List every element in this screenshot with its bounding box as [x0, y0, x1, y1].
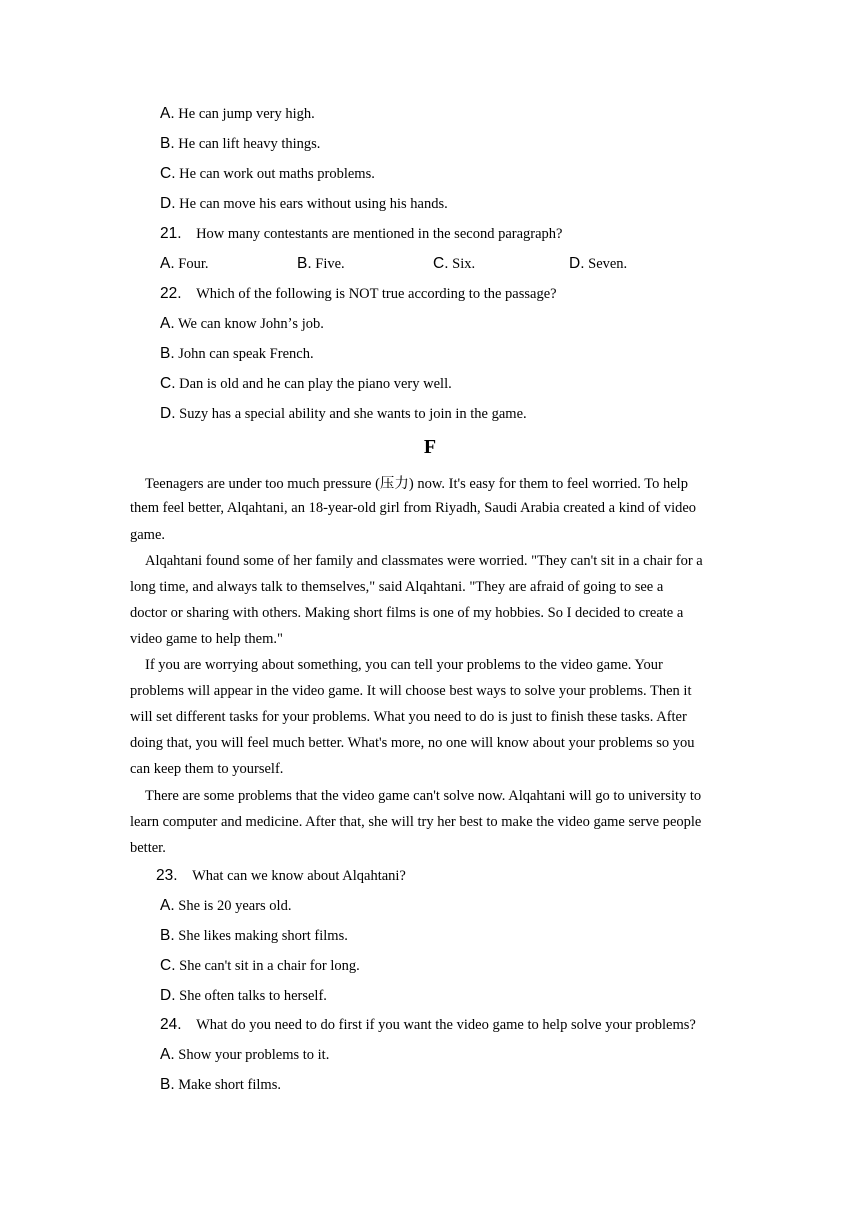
option-q20-c: C. He can work out maths problems. — [160, 165, 375, 182]
passage-line: video game to help them." — [130, 631, 283, 647]
passage-line: better. — [130, 840, 166, 856]
option-q23-b: B. She likes making short films. — [160, 927, 348, 944]
question-21: 21. How many contestants are mentioned in the second paragraph? — [160, 225, 563, 242]
option-q20-b: B. He can lift heavy things. — [160, 135, 321, 152]
passage-line: long time, and always talk to themselves," said Alqahtani. "They are afraid of going to see a — [130, 579, 664, 595]
section-heading: F — [423, 436, 437, 458]
option-q24-a: A. Show your problems to it. — [160, 1046, 330, 1063]
passage-line: learn computer and medicine. After that, she will try her best to make the video game serve people — [130, 814, 702, 830]
question-22: 22. Which of the following is NOT true according to the passage? — [160, 285, 557, 302]
passage-line: Alqahtani found some of her family and classmates were worried. "They can't sit in a chair for a — [145, 553, 703, 569]
passage-line: can keep them to yourself. — [130, 761, 284, 777]
passage-line: will set different tasks for your problems. What you need to do is just to finish these tasks. After — [130, 709, 687, 725]
option-q21-b: B. Five. — [297, 255, 345, 272]
passage-line: Teenagers are under too much pressure (压力) now. It's easy for them to feel worried. To help — [145, 476, 688, 492]
passage-line: doing that, you will feel much better. What's more, no one will know about your problems so you — [130, 735, 695, 751]
passage-line: If you are worrying about something, you can tell your problems to the video game. Your — [145, 657, 663, 673]
option-q22-a: A. We can know Johnʼs job. — [160, 315, 324, 332]
option-q20-a: A. He can jump very high. — [160, 105, 315, 122]
option-q20-d: D. He can move his ears without using his hands. — [160, 195, 448, 212]
option-q22-d: D. Suzy has a special ability and she wants to join in the game. — [160, 405, 527, 422]
passage-line: There are some problems that the video game can't solve now. Alqahtani will go to university to — [145, 788, 702, 804]
passage-line: them feel better, Alqahtani, an 18-year-old girl from Riyadh, Saudi Arabia created a kind of video — [130, 500, 697, 516]
option-q23-a: A. She is 20 years old. — [160, 897, 292, 914]
passage-line: game. — [130, 527, 166, 543]
passage-line: problems will appear in the video game. It will choose best ways to solve your problems. Then it — [130, 683, 692, 699]
option-q23-d: D. She often talks to herself. — [160, 987, 327, 1004]
option-q21-d: D. Seven. — [569, 255, 628, 272]
option-q24-b: B. Make short films. — [160, 1076, 281, 1093]
option-q21-a: A. Four. — [160, 255, 209, 272]
passage-line: doctor or sharing with others. Making short films is one of my hobbies. So I decided to create a — [130, 605, 684, 621]
question-24: 24. What do you need to do first if you want the video game to help solve your problems? — [160, 1016, 696, 1033]
option-q22-c: C. Dan is old and he can play the piano very well. — [160, 375, 452, 392]
option-q21-c: C. Six. — [433, 255, 476, 272]
question-23: 23. What can we know about Alqahtani? — [156, 867, 406, 884]
option-q23-c: C. She can't sit in a chair for long. — [160, 957, 360, 974]
option-q22-b: B. John can speak French. — [160, 345, 314, 362]
